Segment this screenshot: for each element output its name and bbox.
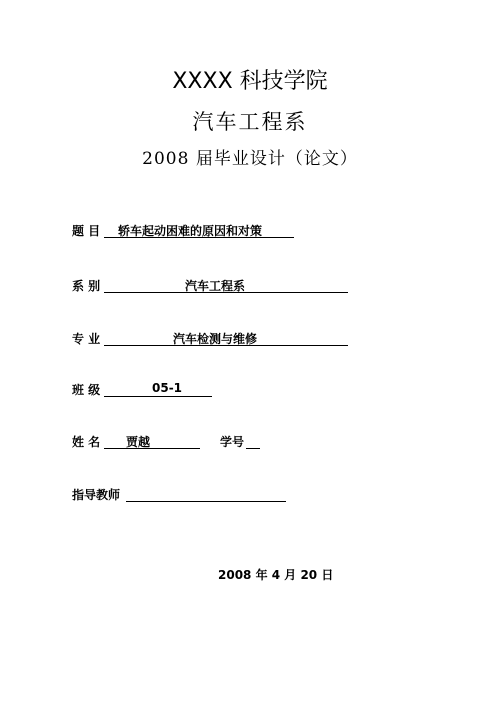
student-id-underline xyxy=(246,448,260,449)
major-value: 汽车检测与维修 xyxy=(173,332,258,346)
topic-underline xyxy=(104,237,294,238)
name-label: 姓 名 xyxy=(72,435,101,449)
name-value: 贾越 xyxy=(126,435,151,449)
department-value: 汽车工程系 xyxy=(185,279,246,293)
school-name: XXXX 科技学院 xyxy=(172,69,328,94)
major-label: 专 业 xyxy=(72,332,101,346)
submission-date: 2008 年 4 月 20 日 xyxy=(218,568,334,582)
student-id-label: 学号 xyxy=(220,435,245,449)
thesis-heading: 2008 届毕业设计（论文） xyxy=(142,149,358,169)
advisor-label: 指导教师 xyxy=(72,488,121,502)
department-heading: 汽车工程系 xyxy=(192,110,308,134)
major-underline xyxy=(104,345,348,346)
topic-value: 轿车起动困难的原因和对策 xyxy=(118,224,263,238)
department-underline xyxy=(104,292,348,293)
advisor-underline xyxy=(126,501,286,502)
class-value: 05-1 xyxy=(152,381,183,395)
department-label: 系 别 xyxy=(72,279,101,293)
class-label: 班 级 xyxy=(72,383,101,397)
class-underline xyxy=(104,396,212,397)
name-underline xyxy=(104,448,200,449)
topic-label: 题 目 xyxy=(72,224,101,238)
